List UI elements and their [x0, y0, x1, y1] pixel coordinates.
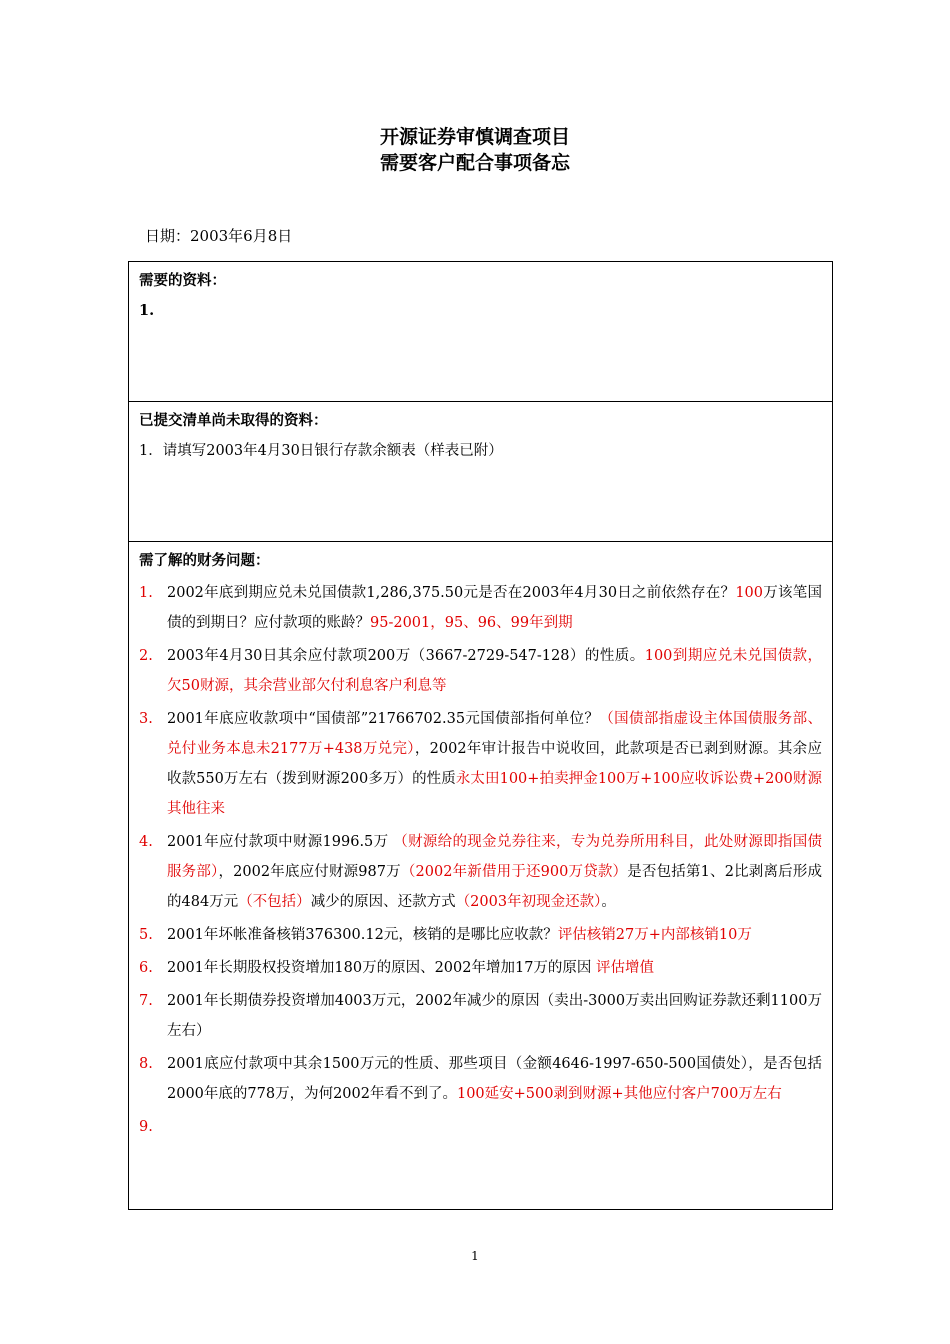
date-line: 日期：2003年6月8日 — [145, 227, 293, 245]
question-number: 9. — [139, 1119, 153, 1135]
question-item — [139, 827, 822, 917]
question-fragment: 2001年坏帐准备核销376300.12元，核销的是哪比应收款？ — [167, 927, 558, 943]
question-text — [167, 1049, 822, 1109]
annotation-answer: 评估增值 — [596, 960, 655, 976]
annotation-answer: 100 — [735, 585, 763, 601]
question-number: 7. — [139, 993, 153, 1009]
question-fragment: 。 — [601, 894, 616, 910]
question-text — [167, 827, 822, 917]
section-heading: 需了解的财务问题： — [139, 553, 270, 569]
title-line-1: 开源证券审慎调查项目 — [379, 126, 570, 148]
question-item — [139, 953, 822, 983]
question-text — [167, 578, 822, 638]
question-fragment: 是否包括第1、2比剥离后形成的484万元 — [167, 864, 823, 910]
question-item — [139, 641, 822, 701]
question-fragment: 2001年底应收款项中“国债部”21766702.35元国债部指何单位？ — [167, 711, 600, 727]
question-fragment: 2002年底到期应兑未兑国债款1,286,375.50元是否在2003年4月30日之前依然存在？ — [167, 585, 736, 601]
question-text — [167, 953, 822, 983]
question-fragment: ，2002年底应付财源987万 — [218, 864, 401, 880]
question-item — [139, 1112, 822, 1142]
question-number: 3. — [139, 711, 153, 727]
question-fragment: 减少的原因、还款方式 — [310, 894, 456, 910]
question-fragment: 2003年4月30日其余应付款项200万（3667-2729-547-128）的性质。 — [167, 648, 645, 664]
question-text — [167, 641, 822, 701]
question-fragment: 2001底应付款项中其余1500万元的性质、那些项目（金额4646-1997-650-500国债处），是否包括2000年底的778万，为何2002年看不到了。 — [167, 1056, 822, 1102]
annotation-answer: 永太田100+拍卖押金100万+100应收诉讼费+200财源其他往来 — [167, 771, 822, 817]
annotation-answer: （国债部指虚设主体国债服务部、兑付业务本息未2177万+438万兑完） — [167, 711, 822, 757]
question-fragment: 2001年长期债券投资增加4003万元，2002年减少的原因（卖出-3000万卖出回购证券款还剩1100万左右） — [167, 993, 822, 1039]
question-number: 5. — [139, 927, 153, 943]
question-number: 4. — [139, 834, 153, 850]
question-fragment: 2001年应付款项中财源1996.5万 — [167, 834, 394, 850]
section-heading: 需要的资料： — [139, 273, 226, 289]
annotation-answer: （财源给的现金兑券往来，专为兑券所用科目，此处财源即指国债服务部） — [167, 834, 823, 880]
question-text — [167, 986, 822, 1046]
question-text — [167, 1112, 822, 1142]
section-needed-materials — [129, 262, 832, 402]
annotation-answer: （2003年初现金还款） — [455, 894, 602, 910]
annotation-answer: （2002年新借用于还900万贷款） — [400, 864, 628, 880]
question-number: 2. — [139, 648, 153, 664]
question-item — [139, 920, 822, 950]
question-number: 1. — [139, 585, 153, 601]
section-financial-questions — [129, 542, 832, 1209]
question-list — [139, 578, 822, 1142]
question-item — [139, 578, 822, 638]
annotation-answer: 100延安+500剥到财源+其他应付客户700万左右 — [456, 1086, 782, 1102]
list-item: 1．请填写2003年4月30日银行存款余额表（样表已附） — [139, 443, 503, 459]
section-submitted-pending — [129, 402, 832, 542]
memo-table — [128, 261, 833, 1210]
question-fragment: ，2002年审计报告中说收回，此款项是否已剥到财源。其余应收款550万左右（拨到财源200多万）的性质 — [167, 741, 822, 787]
question-item — [139, 1049, 822, 1109]
question-fragment: 2001年长期股权投资增加180万的原因、2002年增加17万的原因 — [167, 960, 597, 976]
annotation-answer: 评估核销27万+内部核销10万 — [557, 927, 752, 943]
annotation-answer: （不包括） — [238, 894, 311, 910]
question-item — [139, 704, 822, 824]
question-text — [167, 920, 822, 950]
annotation-answer: 95-2001，95、96、99年到期 — [370, 615, 573, 631]
question-item — [139, 986, 822, 1046]
question-number: 6. — [139, 960, 153, 976]
annotation-answer: 100到期应兑未兑国债款，欠50财源，其余营业部欠付利息客户利息等 — [167, 648, 822, 694]
question-number: 8. — [139, 1056, 153, 1072]
question-fragment: 万该笔国债的到期日？应付款项的账龄？ — [167, 585, 822, 631]
document-title — [0, 124, 950, 176]
title-line-2: 需要客户配合事项备忘 — [379, 152, 570, 174]
section-heading: 已提交清单尚未取得的资料： — [139, 413, 328, 429]
list-item: 1. — [139, 302, 155, 319]
question-text — [167, 704, 822, 824]
page-number: 1 — [471, 1249, 479, 1263]
